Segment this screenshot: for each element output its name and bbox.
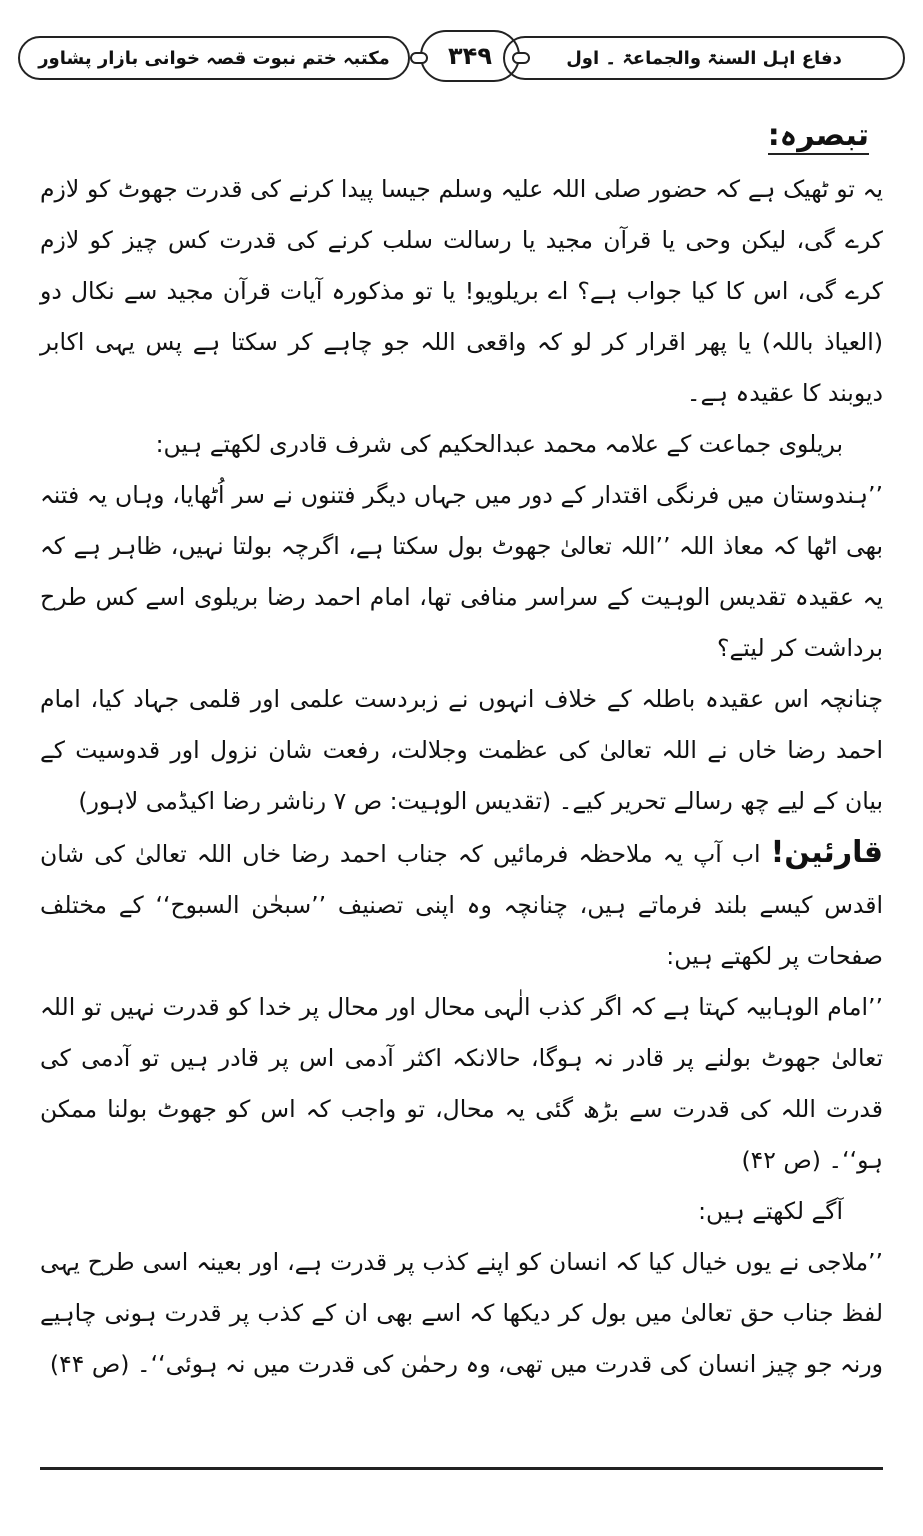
paragraph-quote-4: ’’ملاجی نے یوں خیال کیا کہ انسان کو اپنے کذب پر قدرت ہے، اور بعینہ اسی طرح یہی لفظ جناب حق تعالیٰ میں بول کر دیکھا کہ اسے بھی ان کے کذب پر قدرت ہونی چاہیے ورنہ جو چیز انسان کی قدرت میں تھی، وہ رحمٰن کی قدرت میں نہ ہوئی‘‘۔ (ص ۴۴) (40, 1248, 883, 1378)
paragraph-attribution: بریلوی جماعت کے علامہ محمد عبدالحکیم کی شرف قادری لکھتے ہیں: (155, 430, 843, 458)
paragraph-quote-1: ’’ہندوستان میں فرنگی اقتدار کے دور میں جہاں دیگر فتنوں نے سر اُٹھایا، وہاں یہ فتنہ بھی اٹھا کہ معاذ اللہ ’’اللہ تعالیٰ جھوٹ بول سکتا ہے، اگرچہ بولتا نہیں، ظاہر ہے کہ یہ عقیدہ تقدیس الوہیت کے سراسر منافی تھا، امام احمد رضا بریلوی اسے کس طرح برداشت کر لیتے؟ (40, 481, 883, 662)
book-title: دفاع اہل السنۃ والجماعۃ ۔ اول (503, 36, 905, 80)
paragraph-quote-3: ’’امام الوہابیہ کہتا ہے کہ اگر کذب الٰہی محال اور محال پر خدا کو قدرت نہیں تو اللہ تعالیٰ جھوٹ بولنے پر قادر نہ ہوگا، حالانکہ اکثر آدمی اس پر قادر ہیں تو آدمی کی قدرت اللہ کی قدرت سے بڑھ گئی یہ محال، تو واجب کہ اس کو جھوٹ بولنا ممکن ہو‘‘۔ (ص ۴۲) (40, 993, 883, 1174)
paragraph-quote-2: چنانچہ اس عقیدہ باطلہ کے خلاف انہوں نے زبردست علمی اور قلمی جہاد کیا، امام احمد رضا خاں نے اللہ تعالیٰ کی عظمت وجلالت، رفعت شان نزول اور قدوسیت کے بیان کے لیے چھ رسالے تحریر کیے۔ (تقدیس الوہیت: ص ۷ رناشر رضا اکیڈمی لاہور) (40, 685, 883, 815)
paragraph-further: آگے لکھتے ہیں: (698, 1197, 843, 1225)
readers-label: قارئین! (770, 835, 883, 870)
page-number: ۳۴۹ (420, 30, 520, 82)
page-body (40, 108, 883, 1390)
page-header (18, 30, 905, 88)
readers-text: اب آپ یہ ملاحظہ فرمائیں کہ جناب احمد رضا خاں اللہ تعالیٰ کی شان اقدس کیسے بلند فرماتے ہیں، چنانچہ وہ اپنی تصنیف ’’سبحٰن السبوح‘‘ کے مختلف صفحات پر لکھتے ہیں: (40, 840, 883, 970)
footer-rule (40, 1467, 883, 1470)
publisher-title: مکتبہ ختم نبوت قصہ خوانی بازار پشاور (18, 36, 410, 80)
paragraph-readers (40, 827, 883, 982)
paragraph-commentary: یہ تو ٹھیک ہے کہ حضور صلی اللہ علیہ وسلم جیسا پیدا کرنے کی قدرت جھوٹ کو لازم کرے گی، لیکن وحی یا قرآن مجید یا رسالت سلب کرنے کی قدرت کس چیز کو لازم کرے گی، اس کا کیا جواب ہے؟ اے بریلویو! یا تو مذکورہ آیات قرآن مجید سے نکال دو (العیاذ باللہ) یا پھر اقرار کر لو کہ واقعی اللہ جو چاہے کر سکتا ہے پس یہی اکابر دیوبند کا عقیدہ ہے۔ (40, 175, 883, 407)
section-heading: تبصرہ: (767, 118, 869, 153)
